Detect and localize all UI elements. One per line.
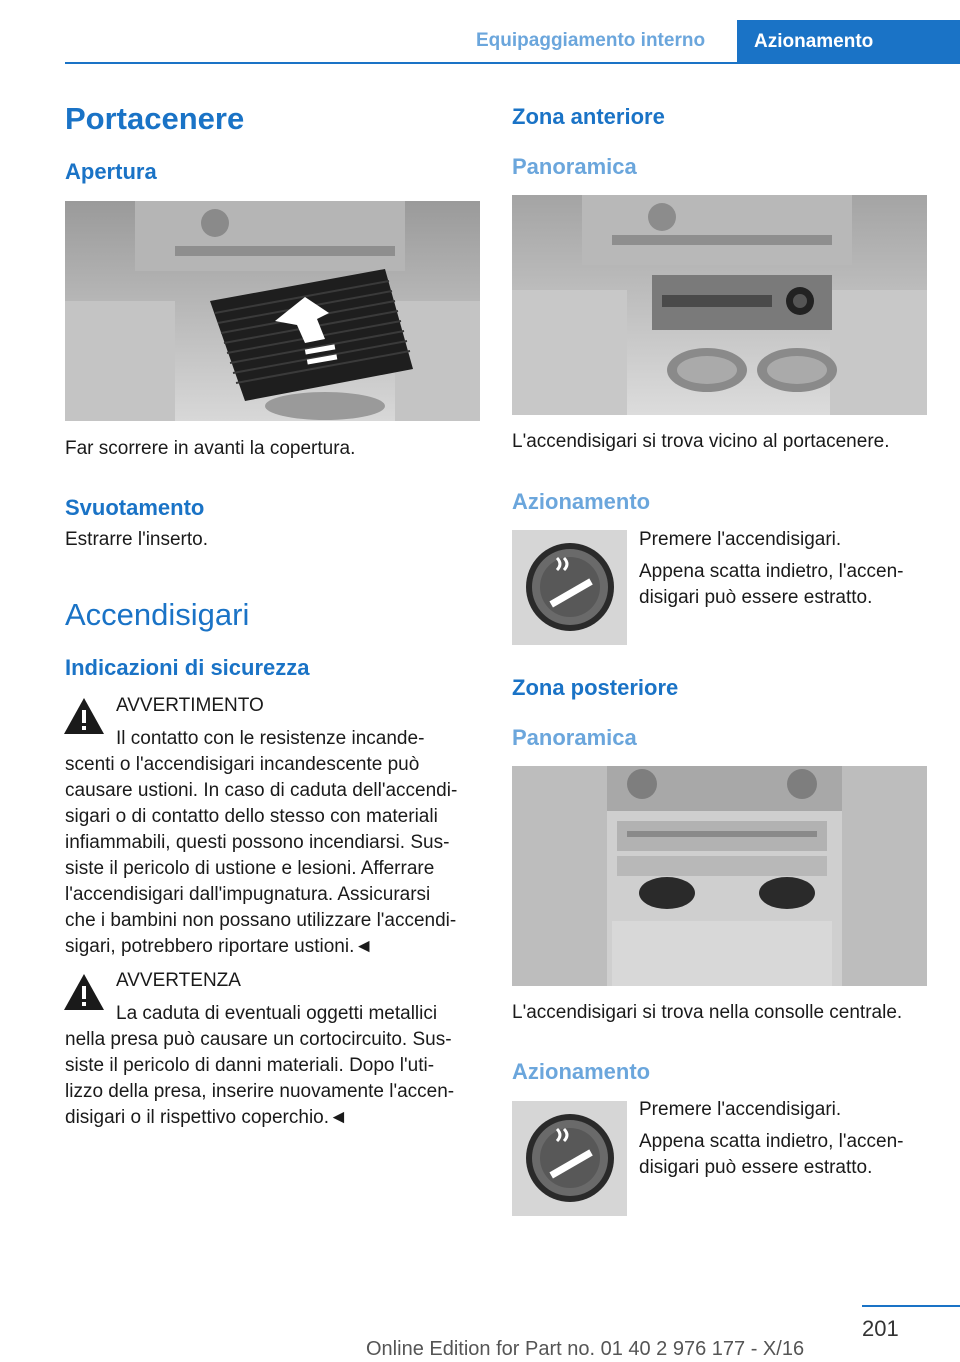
rear-op-line: Premere l'accendisigari. xyxy=(639,1099,842,1120)
rear-op-heading: Azionamento xyxy=(512,1059,651,1084)
cigarette-lighter-icon xyxy=(512,530,627,645)
warning1-line: l'accendisigari dall'impugnatura. Assicurarsi xyxy=(65,884,431,905)
page-number: 201 xyxy=(862,1316,899,1341)
cigarette-lighter-icon xyxy=(512,1101,627,1216)
apertura-caption: Far scorrere in avanti la copertura. xyxy=(65,438,356,459)
warning2-line: lizzo della presa, inserire nuovamente l'accen- xyxy=(65,1081,455,1102)
accendisigari-title: Accendisigari xyxy=(65,597,250,632)
svuotamento-heading: Svuotamento xyxy=(65,495,205,520)
warning-triangle-icon xyxy=(62,696,106,736)
rear-console-photo xyxy=(512,766,927,986)
warning1-line: sigari, potrebbero riportare ustioni.◄ xyxy=(65,936,374,957)
rear-caption: L'accendisigari si trova nella consolle centrale. xyxy=(512,1002,903,1023)
warning1-line: sigari o di contatto dello stesso con materiali xyxy=(65,806,438,827)
svuotamento-text: Estrarre l'inserto. xyxy=(65,529,209,550)
edition-note: Online Edition for Part no. 01 40 2 976 177 - X/16 xyxy=(366,1338,805,1360)
footer-rule xyxy=(862,1305,960,1307)
warning2-line: disigari o il rispettivo coperchio.◄ xyxy=(65,1107,348,1128)
warning2-label: AVVERTENZA xyxy=(116,970,241,991)
front-console-photo xyxy=(512,195,927,415)
warning1-line: scenti o l'accendisigari incandescente può xyxy=(65,754,420,775)
sicurezza-heading: Indicazioni di sicurezza xyxy=(65,655,310,680)
warning2-line: La caduta di eventuali oggetti metallici xyxy=(116,1003,438,1024)
warning1-line: Il contatto con le resistenze incande- xyxy=(116,728,425,749)
ashtray-photo xyxy=(65,201,480,421)
front-op-line: Premere l'accendisigari. xyxy=(639,529,842,550)
header-tab: Azionamento xyxy=(737,20,960,62)
warning1-line: che i bambini non possano utilizzare l'accendi- xyxy=(65,910,457,931)
warning1-line: infiammabili, questi possono incendiarsi. Sus- xyxy=(65,832,450,853)
warning2-line: siste il pericolo di danni materiali. Dopo l'uti- xyxy=(65,1055,435,1076)
rear-op-line: Appena scatta indietro, l'accen- xyxy=(639,1131,904,1152)
rear-heading: Zona posteriore xyxy=(512,675,679,700)
portacenere-title: Portacenere xyxy=(65,101,245,136)
warning-triangle-icon xyxy=(62,972,106,1012)
rear-overview: Panoramica xyxy=(512,725,637,750)
front-heading: Zona anteriore xyxy=(512,104,665,129)
front-op-heading: Azionamento xyxy=(512,489,651,514)
front-overview: Panoramica xyxy=(512,154,637,179)
warning1-line: causare ustioni. In caso di caduta dell'accendi- xyxy=(65,780,458,801)
header-rule xyxy=(65,62,960,64)
rear-op-line: disigari può essere estratto. xyxy=(639,1157,873,1178)
warning2-line: nella presa può causare un cortocircuito. Sus- xyxy=(65,1029,452,1050)
front-caption: L'accendisigari si trova vicino al portacenere. xyxy=(512,431,890,452)
apertura-heading: Apertura xyxy=(65,159,157,184)
warning1-line: siste il pericolo di ustione e lesioni. Afferrare xyxy=(65,858,435,879)
front-op-line: disigari può essere estratto. xyxy=(639,587,873,608)
warning1-label: AVVERTIMENTO xyxy=(116,695,264,716)
front-op-line: Appena scatta indietro, l'accen- xyxy=(639,561,904,582)
header-section: Equipaggiamento interno xyxy=(476,30,706,51)
